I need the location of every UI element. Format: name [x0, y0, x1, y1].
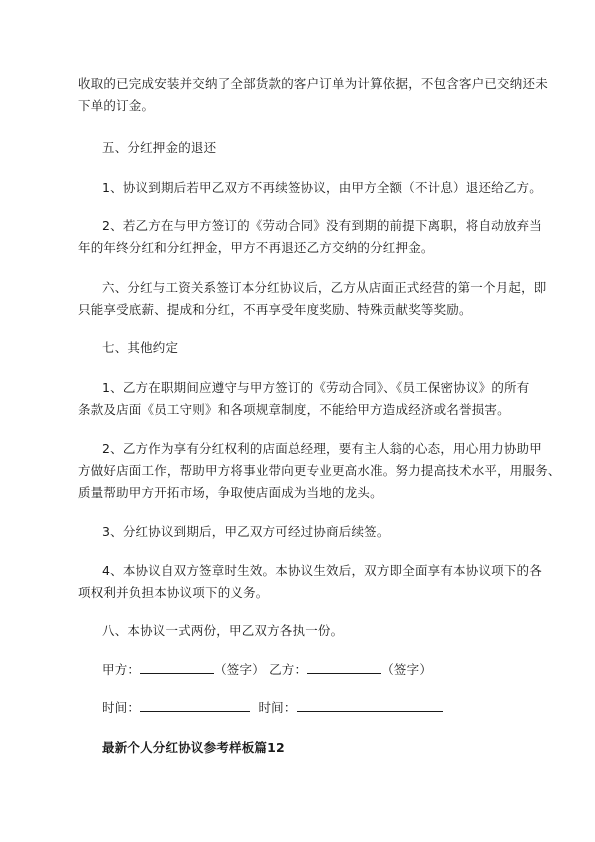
paragraph-line: 质量帮助甲方开拓市场，争取使店面成为当地的龙头。: [78, 485, 383, 500]
signature-row: [102, 662, 432, 678]
time-label-b: 时间：: [258, 700, 297, 715]
paragraph-line: 只能享受底薪、提成和分红，不再享受年度奖励、特殊贡献奖等奖励。: [78, 302, 472, 317]
time-label-a: 时间：: [102, 700, 141, 715]
section-heading-8: 八、本协议一式两份，甲乙双方各执一份。: [102, 623, 344, 638]
party-b-signature-blank: [307, 662, 381, 674]
paragraph-line: 1、协议到期后若甲乙双方不再续签协议，由甲方全额（不计息）退还给乙方。: [102, 180, 542, 195]
paragraph-line: 项权利并负担本协议项下的义务。: [78, 585, 269, 600]
paragraph-line: 2、若乙方在与甲方签订的《劳动合同》没有到期的前提下离职，将自动放弃当: [102, 218, 542, 233]
paragraph-line: 1、乙方在职期间应遵守与甲方签订的《劳动合同》、《员工保密协议》的所有: [102, 380, 530, 395]
paragraph-line: 条款及店面《员工守则》和各项规章制度，不能给甲方造成经济或名誉损害。: [78, 402, 510, 417]
party-a-label: 甲方：: [102, 662, 141, 677]
paragraph-line: 3、分红协议到期后，甲乙双方可经过协商后续签。: [102, 524, 390, 539]
section-heading-article: 最新个人分红协议参考样板篇12: [102, 740, 285, 755]
paragraph-line: 年的年终分红和分红押金，甲方不再退还乙方交纳的分红押金。: [78, 240, 434, 255]
party-b-label: 乙方：: [269, 662, 308, 677]
party-a-signature-blank: [140, 662, 214, 674]
time-a-blank: [140, 700, 250, 712]
paragraph-line: 收取的已完成安装并交纳了全部货款的客户订单为计算依据，不包含客户已交纳还未: [78, 76, 548, 91]
time-row: [102, 700, 443, 716]
paragraph-line: 下单的订金。: [78, 98, 155, 113]
paragraph-line: 4、本协议自双方签章时生效。本协议生效后，双方即全面享有本协议项下的各: [102, 563, 542, 578]
section-heading-5: 五、分红押金的退还: [102, 140, 217, 155]
party-a-suffix: （签字）: [214, 662, 265, 677]
party-b-suffix: （签字）: [381, 662, 433, 677]
time-b-blank: [297, 700, 443, 712]
section-heading-7: 七、其他约定: [102, 340, 179, 355]
paragraph-line: 2、乙方作为享有分红权利的店面总经理，要有主人翁的心态，用心用力协助甲: [102, 441, 542, 456]
paragraph-line: 六、分红与工资关系签订本分红协议后，乙方从店面正式经营的第一个月起，即: [102, 280, 547, 295]
paragraph-line: 方做好店面工作，帮助甲方将事业带向更专业更高水准。努力提高技术水平，用服务、: [78, 463, 561, 478]
